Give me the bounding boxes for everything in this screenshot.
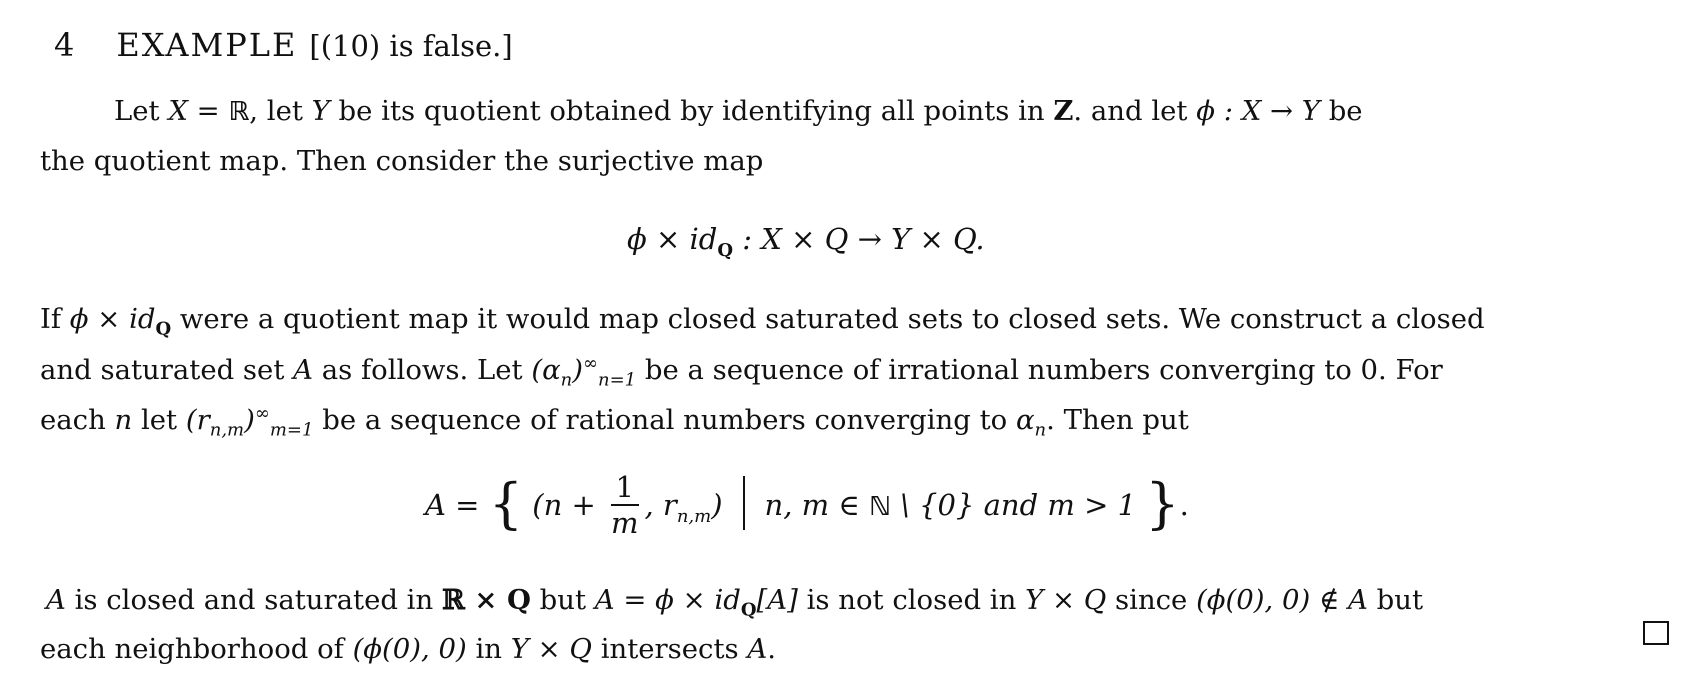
equation-1	[627, 222, 985, 261]
section-number: 4	[54, 26, 75, 64]
text-run: is not closed in	[797, 584, 1026, 616]
math-subscript: n,m	[676, 505, 712, 527]
math-A-equals-image: A = ϕ × id	[594, 584, 741, 616]
math-n-plus: (n +	[532, 488, 605, 522]
paragraph-2-line-3	[40, 402, 1189, 441]
math-subscript-Q: Q	[155, 318, 172, 340]
math-superscript-infinity: ∞	[582, 352, 598, 374]
paragraph-3-line-1	[46, 583, 1424, 621]
text-run: let	[132, 404, 186, 436]
paragraph-1-line-1	[114, 94, 1363, 129]
math-paren: )	[244, 404, 255, 436]
math-n: n	[114, 404, 133, 436]
math-condition: n, m ∈	[764, 488, 870, 522]
math-r-seq: (r	[185, 404, 210, 436]
math-subscript-Q: Q	[717, 239, 734, 261]
fraction-1-over-m	[611, 470, 639, 540]
text-run: were a quotient map it would map closed saturated sets to closed sets. We construct a closed	[171, 303, 1485, 335]
text-run: be a sequence of rational numbers converging to	[313, 404, 1016, 436]
math-naturals: ℕ	[869, 492, 891, 522]
math-alpha: α	[1015, 404, 1035, 436]
text-run: Let	[114, 95, 169, 127]
text-run: but	[530, 584, 595, 616]
math-bracket-A: [A]	[756, 584, 798, 616]
paragraph-2-line-2	[40, 352, 1443, 391]
text-run: , let	[249, 95, 312, 127]
math-map-signature: : X × Q → Y × Q.	[733, 222, 985, 256]
text-run: intersects	[591, 633, 748, 665]
math-reals: ℝ	[228, 97, 250, 127]
text-run: as follows. Let	[313, 354, 532, 386]
math-superscript-infinity: ∞	[254, 402, 270, 424]
fraction-denominator: m	[611, 506, 639, 540]
math-r: , r	[644, 488, 677, 522]
math-Y-times-Q: Y × Q	[1025, 584, 1107, 616]
math-phi-id: ϕ × id	[69, 303, 156, 335]
section-note: [(10) is false.]	[309, 29, 513, 63]
text-run: =	[187, 95, 229, 127]
text-run: each	[40, 404, 115, 436]
math-subscript-range: m=1	[269, 419, 314, 441]
math-paren: )	[711, 488, 723, 522]
math-phi-map: ϕ : X → Y	[1196, 95, 1320, 127]
text-run: is closed and saturated in	[65, 584, 442, 616]
math-alpha-seq: (α	[531, 354, 561, 386]
text-run: be a sequence of irrational numbers converging to 0. For	[636, 354, 1443, 386]
paragraph-2-line-1	[40, 302, 1485, 340]
text-run: and saturated set	[40, 354, 294, 386]
text-run: each neighborhood of	[40, 633, 353, 665]
math-integers: Z	[1053, 95, 1074, 127]
math-Y-times-Q: Y × Q	[510, 633, 592, 665]
section-title: EXAMPLE	[116, 26, 298, 64]
period: .	[1179, 488, 1189, 522]
paragraph-1-line-2: the quotient map. Then consider the surjective map	[40, 145, 764, 177]
math-subscript-Q: Q	[740, 599, 757, 621]
math-A: A	[747, 633, 768, 665]
text-run: be	[1319, 95, 1363, 127]
math-Y: Y	[311, 95, 330, 127]
set-builder-bar	[743, 476, 745, 530]
text-run: since	[1106, 584, 1197, 616]
close-brace: }	[1145, 471, 1180, 535]
equation-2	[425, 472, 1189, 542]
math-A: A	[46, 584, 66, 616]
text-run: but	[1367, 584, 1424, 616]
math-paren: )	[572, 354, 583, 386]
text-run: in	[466, 633, 511, 665]
text-run: . Then put	[1046, 404, 1189, 436]
math-subscript: n	[560, 369, 573, 391]
paragraph-3-line-2	[40, 632, 776, 666]
math-A-equals: A =	[425, 488, 489, 522]
math-R-times-Q: ℝ × Q	[441, 584, 531, 616]
math-subscript-range: n=1	[597, 369, 637, 391]
math-subscript: n,m	[209, 419, 245, 441]
math-point: (ϕ(0), 0)	[352, 633, 467, 665]
math-A: A	[293, 354, 313, 386]
math-phi-id: ϕ × id	[627, 222, 718, 256]
math-point-not-in-A: (ϕ(0), 0) ∉ A	[1196, 584, 1368, 616]
fraction-numerator: 1	[611, 470, 639, 506]
text-run: . and let	[1073, 95, 1197, 127]
math-X: X	[168, 95, 188, 127]
math-condition: \ {0} and m > 1	[890, 488, 1137, 522]
text-run: If	[40, 303, 70, 335]
qed-square-icon	[1643, 621, 1669, 645]
section-heading	[54, 26, 513, 64]
open-brace: {	[488, 471, 524, 535]
text-run: be its quotient obtained by identifying all points in	[329, 95, 1054, 127]
math-subscript: n	[1034, 419, 1047, 441]
text-run: .	[767, 633, 776, 665]
